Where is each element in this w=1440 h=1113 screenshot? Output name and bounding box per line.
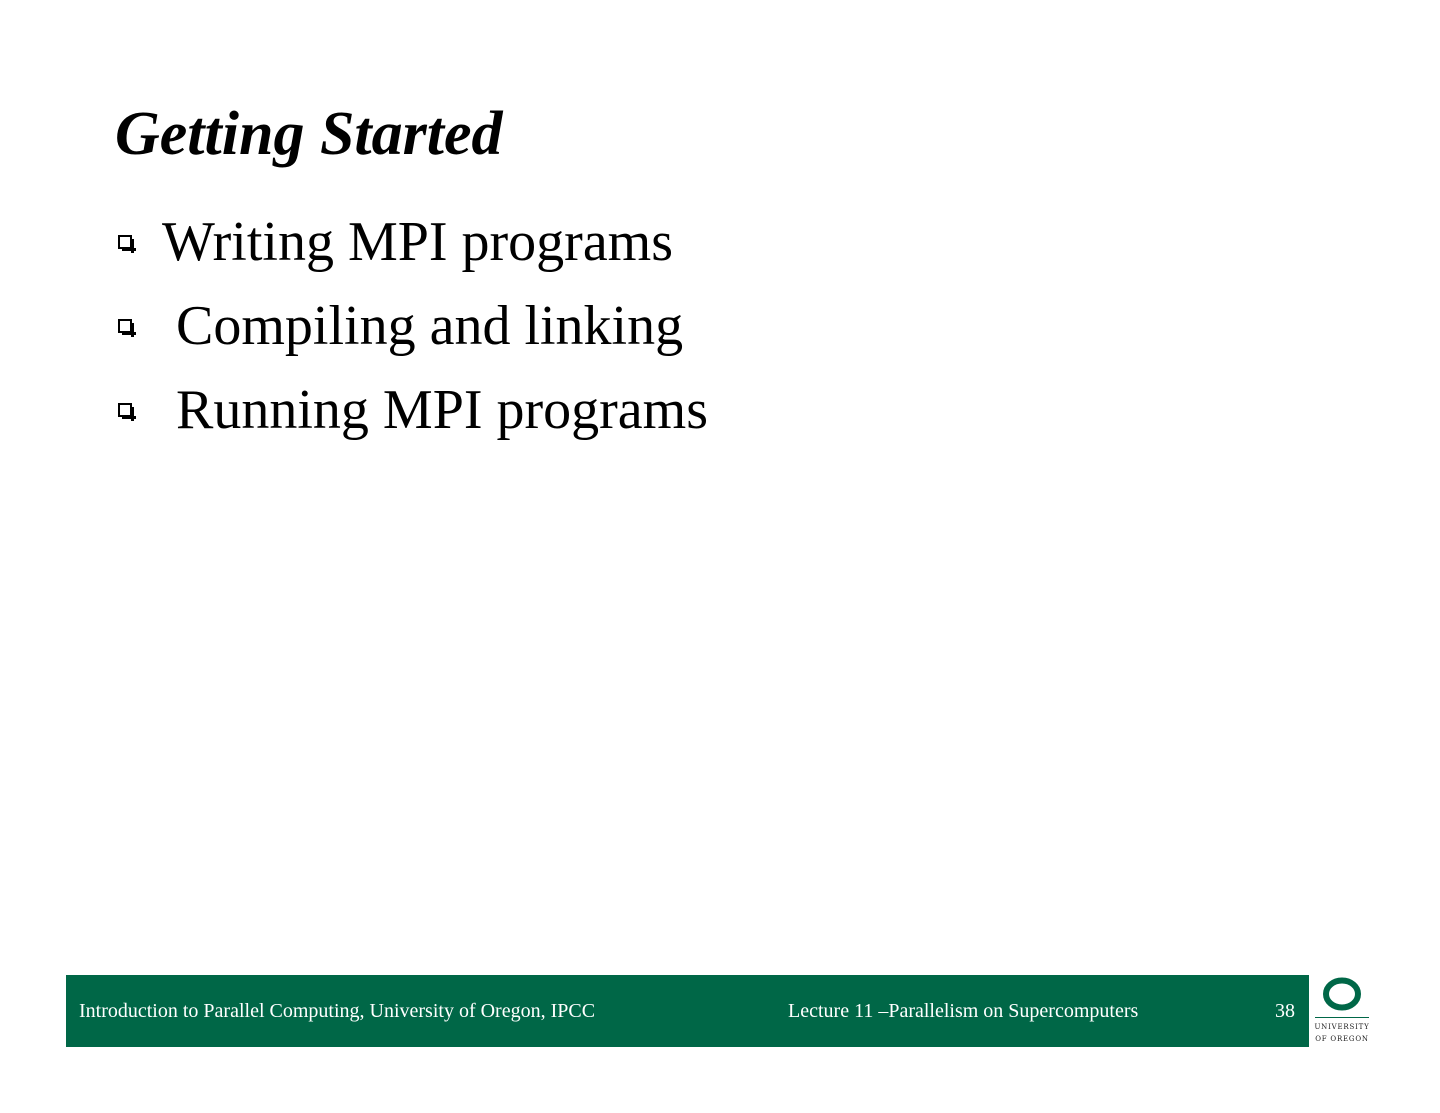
logo-text-line2: OF OREGON xyxy=(1315,1035,1369,1043)
bullet-text: Compiling and linking xyxy=(176,295,684,357)
footer-lecture-title: Lecture 11 –Parallelism on Supercomputers xyxy=(788,1000,1139,1022)
checkbox-bullet-icon xyxy=(118,403,132,417)
page-number: 38 xyxy=(1275,1000,1295,1022)
checkbox-bullet-icon xyxy=(118,235,132,249)
logo-divider xyxy=(1315,1017,1369,1018)
footer-bar xyxy=(66,975,1309,1047)
logo-text-line1: UNIVERSITY xyxy=(1314,1023,1370,1031)
slide-title: Getting Started xyxy=(115,100,503,168)
footer-course-title: Introduction to Parallel Computing, University of Oregon, IPCC xyxy=(79,1000,596,1022)
bullet-text: Running MPI programs xyxy=(176,379,708,441)
checkbox-bullet-icon xyxy=(118,319,132,333)
university-logo xyxy=(1312,975,1372,1047)
university-of-oregon-o-icon xyxy=(1323,977,1361,1011)
bullet-text: Writing MPI programs xyxy=(162,211,674,273)
